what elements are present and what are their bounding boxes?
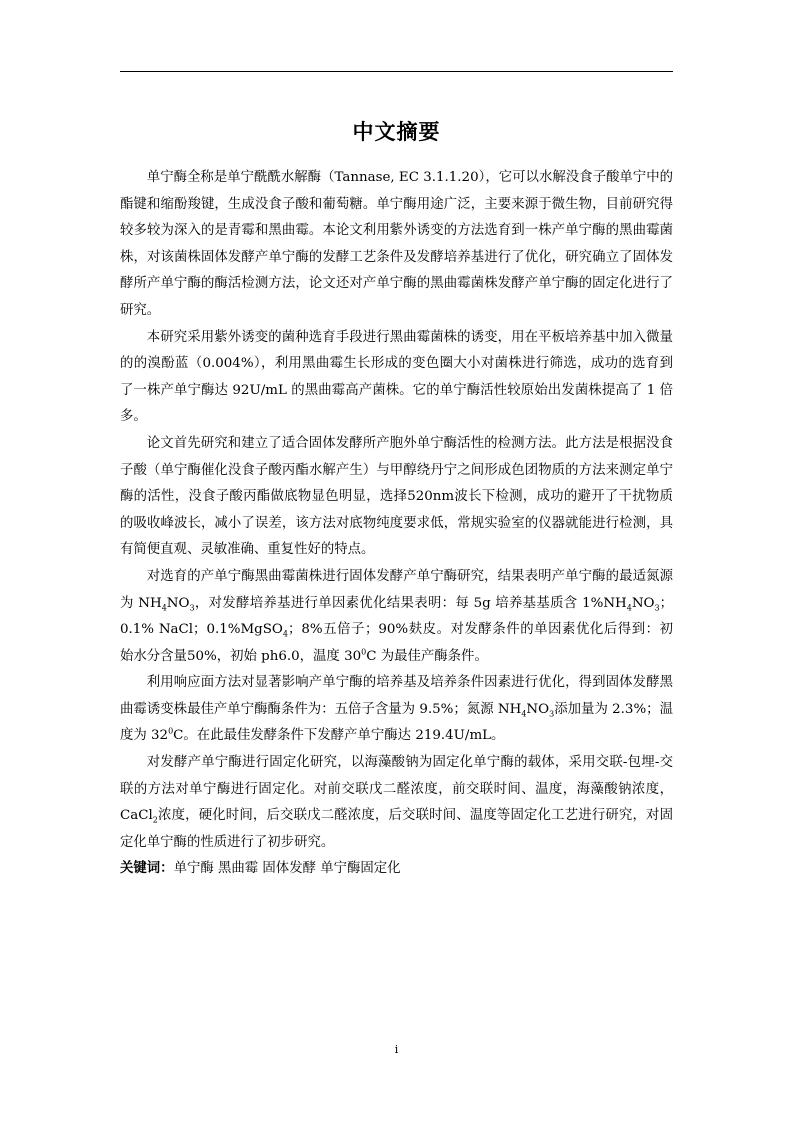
keywords-text: 单宁酶 黑曲霉 固体发酵 单宁酶固定化 [173,861,401,877]
page-number: i [394,1043,399,1056]
keywords-label: 关键词： [120,861,174,877]
paragraph-2: 本研究采用紫外诱变的菌种选育手段进行黑曲霉菌株的诱变，用在平板培养基中加入微量的的溴酚蓝（0.004%），利用黑曲霉生长形成的变色圈大小对菌株进行筛选，成功的选育到了一株产单宁酶达 92U/mL 的黑曲霉高产菌株。它的单宁酶活性较原始出发菌株提高了 1 倍多。 [120,329,673,425]
paragraph-3: 论文首先研究和建立了适合固体发酵所产胞外单宁酶活性的检测方法。此方法是根据没食子酸（单宁酶催化没食子酸丙酯水解产生）与甲醇绕丹宁之间形成色团物质的方法来测定单宁酶的活性，没食子酸丙酯做底物显色明显，选择520nm波长下检测，成功的避开了干扰物质的吸收峰波长，减小了误差，该方法对底物纯度要求低，常规实验室的仪器就能进行检测，具有简便直观、灵敏准确、重复性好的特点。 [120,435,673,558]
paragraph-1: 单宁酶全称是单宁酰酰水解酶（Tannase, EC 3.1.1.20），它可以水解没食子酸单宁中的酯键和缩酚羧键，生成没食子酸和葡萄糖。单宁酶用途广泛，主要来源于微生物，目前研究得较多较为深入的是青霉和黑曲霉。本论文利用紫外诱变的方法选育到一株产单宁酶的黑曲霉菌株，对该菌株固体发酵产单宁酶的发酵工艺条件及发酵培养基进行了优化，研究确立了固体发酵所产单宁酶的酶活检测方法，论文还对产单宁酶的黑曲霉菌株发酵产单宁酶的固定化进行了研究。 [120,170,673,318]
paragraph-6: 对发酵产单宁酶进行固定化研究，以海藻酸钠为固定化单宁酶的载体，采用交联-包埋-交联的方法对单宁酶进行固定化。对前交联戊二醛浓度，前交联时间、温度，海藻酸钠浓度，CaCl$_2$浓度，硬化时间，后交联戊二醛浓度，后交联时间、温度等固定化工艺进行研究，对固定化单宁酶的性质进行了初步研究。 [120,755,673,850]
page-title: 中文摘要 [352,120,441,144]
abstract-body [120,165,673,883]
paragraph-4: 对选育的产单宁酶黑曲霉菌株进行固体发酵产单宁酶研究，结果表明产单宁酶的最适氮源为 $NH_4NO_3$，对发酵培养基进行单因素优化结果表明：每 5g 培养基基质含 $1\%NH_4NO_3$；0.1% NaCl；0.1%MgSO$_4$；8%五倍子；90%麸皮。对发酵条件的单因素优化后得到：初始水分含量50%，初始 ph6.0，温度 $30^0C$ 为最佳产酶条件。 [120,568,674,664]
paragraph-5: 利用响应面方法对显著影响产单宁酶的培养基及培养条件因素进行优化，得到固体发酵黑曲霉诱变株最佳产单宁酶酶条件为：五倍子含量为 9.5%；氮源 $NH_4NO_3$添加量为 2.3%；温度为 $32^0C$。在此最佳发酵条件下发酵产单宁酶达 219.4U/mL。 [120,675,673,744]
header-rule [120,71,673,72]
keywords [120,856,673,883]
